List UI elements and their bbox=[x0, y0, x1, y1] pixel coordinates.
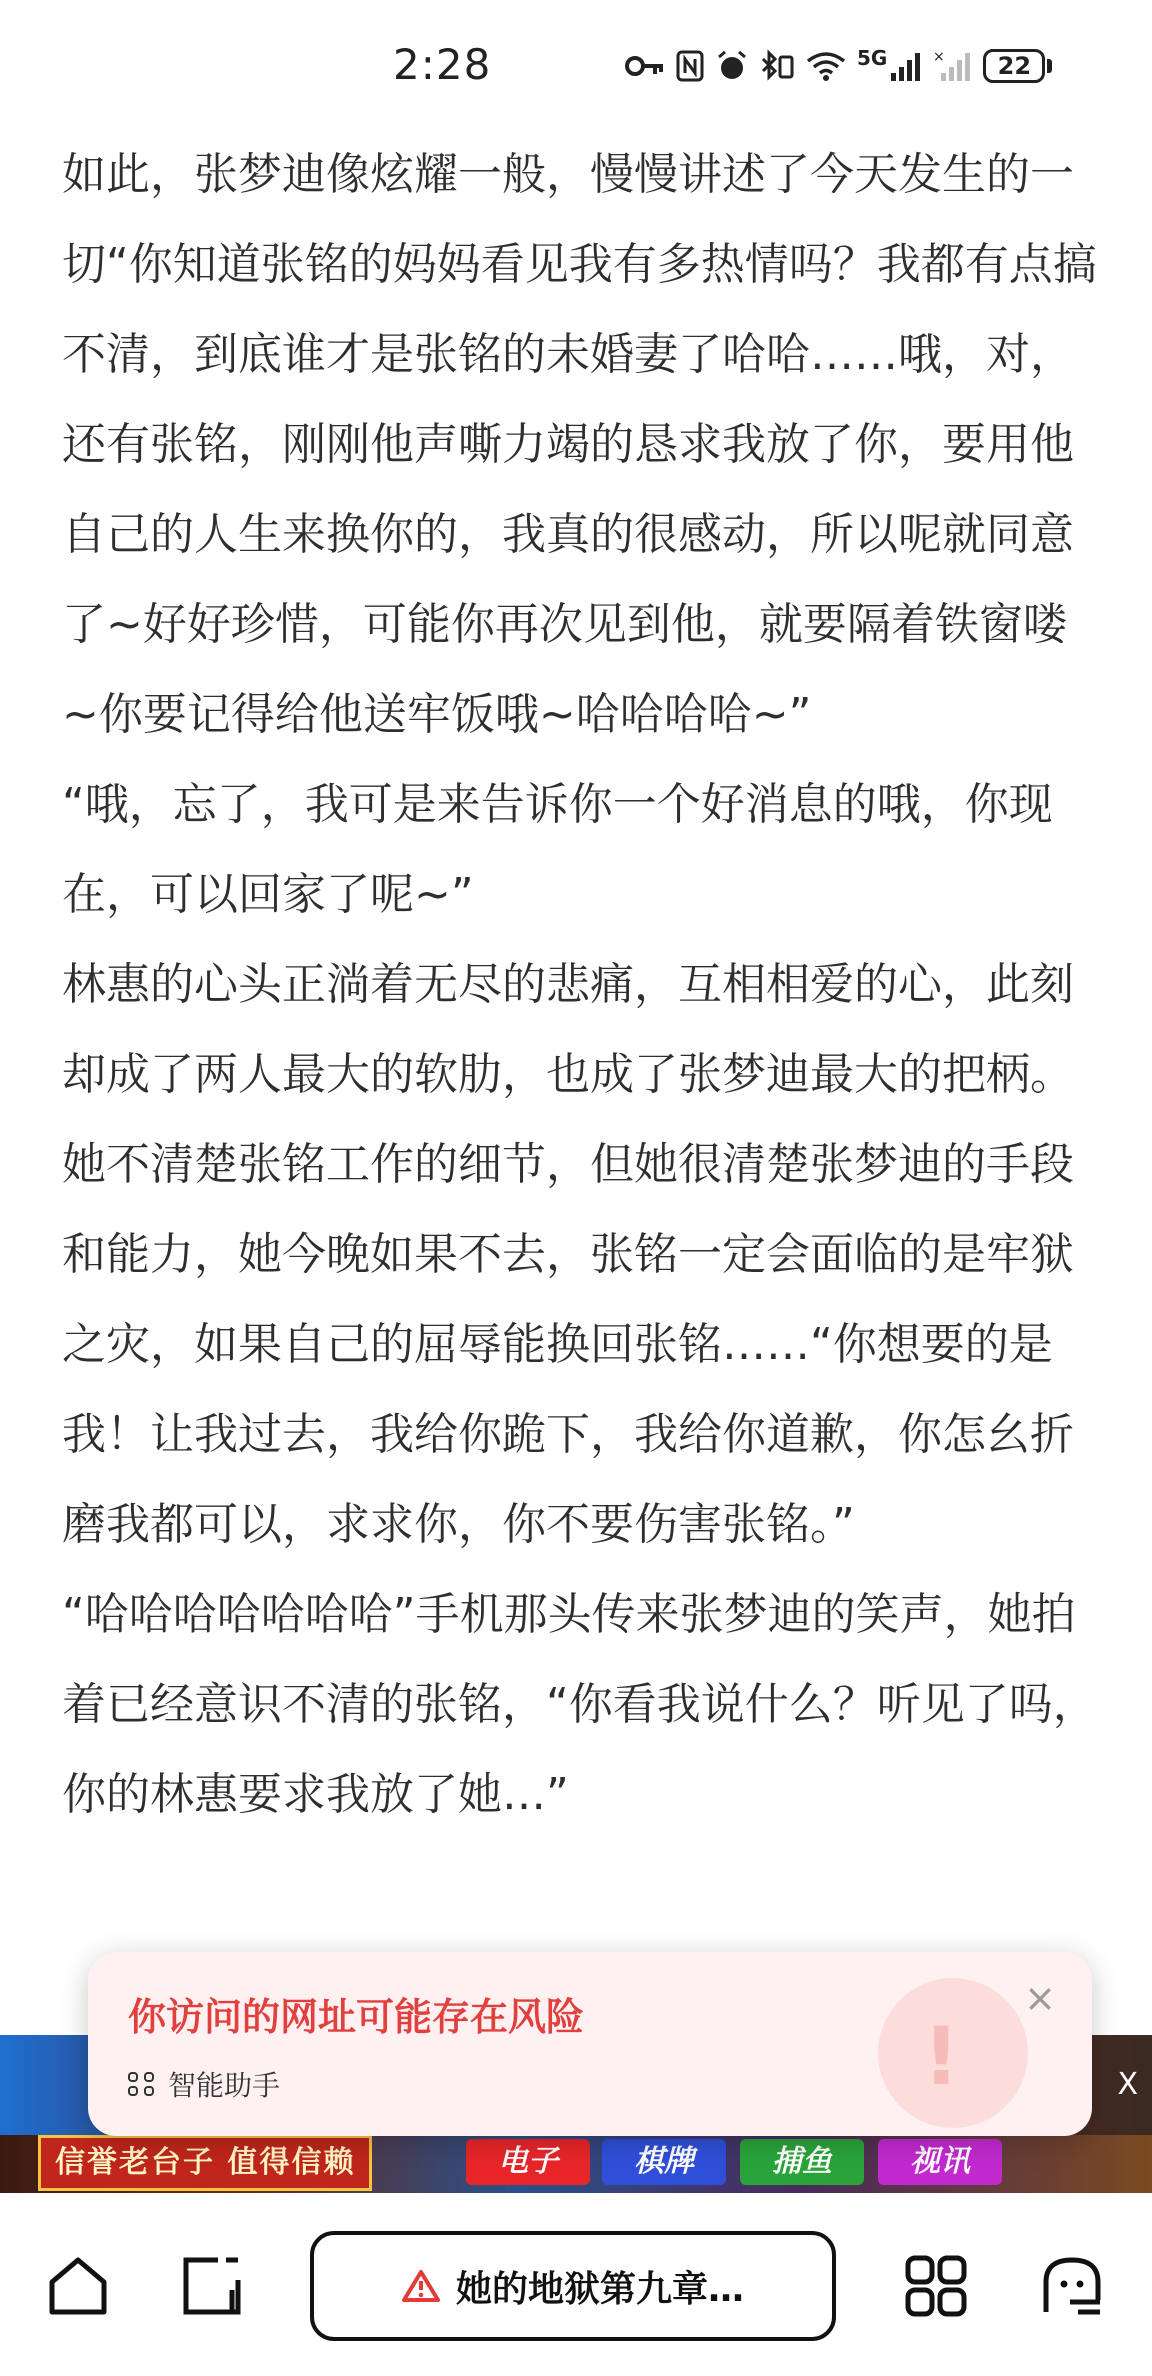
status-bar bbox=[0, 0, 1152, 130]
ad-close-button[interactable]: X bbox=[1117, 2067, 1138, 2102]
ad-slogan: 信誉老台子 值得信赖 bbox=[38, 2135, 372, 2191]
status-icons bbox=[625, 44, 1052, 88]
apps-icon[interactable] bbox=[904, 2254, 968, 2318]
smart-assistant-link[interactable] bbox=[128, 2064, 280, 2104]
alarm-icon bbox=[715, 49, 749, 83]
status-time: 2:28 bbox=[393, 40, 492, 89]
tabs-icon[interactable] bbox=[180, 2254, 244, 2318]
assistant-label: 智能助手 bbox=[168, 2069, 281, 2102]
warning-mark-icon: ! bbox=[923, 2010, 960, 2103]
ad-tag-shixun[interactable]: 视讯 bbox=[878, 2139, 1002, 2185]
bluetooth-icon bbox=[759, 49, 795, 83]
ad-tag-buyu[interactable]: 捕鱼 bbox=[740, 2139, 864, 2185]
battery-tip bbox=[1047, 59, 1052, 73]
ad-tag-dianzi[interactable]: 电子 bbox=[466, 2139, 590, 2185]
ad-tag-qipai[interactable]: 棋牌 bbox=[602, 2139, 726, 2185]
toast-close-button[interactable]: × bbox=[1024, 1976, 1056, 2020]
signal-icon bbox=[889, 49, 923, 83]
svg-text:×: × bbox=[933, 49, 946, 65]
assistant-grid-icon bbox=[128, 2072, 156, 2096]
page-title: 她的地狱第九章… bbox=[455, 2268, 744, 2310]
network-type: 5G bbox=[857, 46, 888, 70]
toast-title: 你访问的网址可能存在风险 bbox=[128, 1995, 585, 2039]
key-icon bbox=[625, 51, 665, 81]
home-icon[interactable] bbox=[46, 2254, 110, 2318]
paragraph: 如此，张梦迪像炫耀一般，慢慢讲述了今天发生的一切“你知道张铭的妈妈看见我有多热情吗？我都有点搞不清，到底谁才是张铭的未婚妻了哈哈……哦，对，还有张铭，刚刚他声嘶力竭的恳求我放了你，要用他自己的人生来换你的，我真的很感动，所以呢就同意了~好好珍惜，可能你再次见到他，就要隔着铁窗喽~你要记得给他送牢饭哦~哈哈哈哈~” bbox=[62, 149, 1097, 740]
reader-content bbox=[62, 130, 1102, 1840]
warning-icon bbox=[402, 2269, 440, 2303]
paragraph: “哦，忘了，我可是来告诉你一个好消息的哦，你现在，可以回家了呢~” bbox=[62, 779, 1053, 920]
assistant-icon[interactable] bbox=[1040, 2254, 1104, 2318]
paragraph: “哈哈哈哈哈哈哈”手机那头传来张梦迪的笑声，她拍着已经意识不清的张铭，“你看我说什么？听见了吗，你的林惠要求我放了她…” bbox=[62, 1589, 1097, 1820]
signal-weak-icon bbox=[933, 49, 973, 83]
address-bar[interactable] bbox=[310, 2231, 836, 2341]
paragraph: 林惠的心头正淌着无尽的悲痛，互相相爱的心，此刻却成了两人最大的软肋，也成了张梦迪最大的把柄。她不清楚张铭工作的细节，但她很清楚张梦迪的手段和能力，她今晚如果不去，张铭一定会面临的是牢狱之灾，如果自己的屈辱能换回张铭……“你想要的是我！让我过去，我给你跪下，我给你道歉，你怎幺折磨我都可以，求求你，你不要伤害张铭。” bbox=[62, 959, 1074, 1550]
battery-indicator: 22 bbox=[983, 49, 1045, 83]
wifi-icon bbox=[805, 49, 847, 83]
security-warning-toast[interactable] bbox=[88, 1952, 1092, 2136]
bottom-nav bbox=[0, 2196, 1152, 2376]
nfc-icon bbox=[675, 49, 705, 83]
